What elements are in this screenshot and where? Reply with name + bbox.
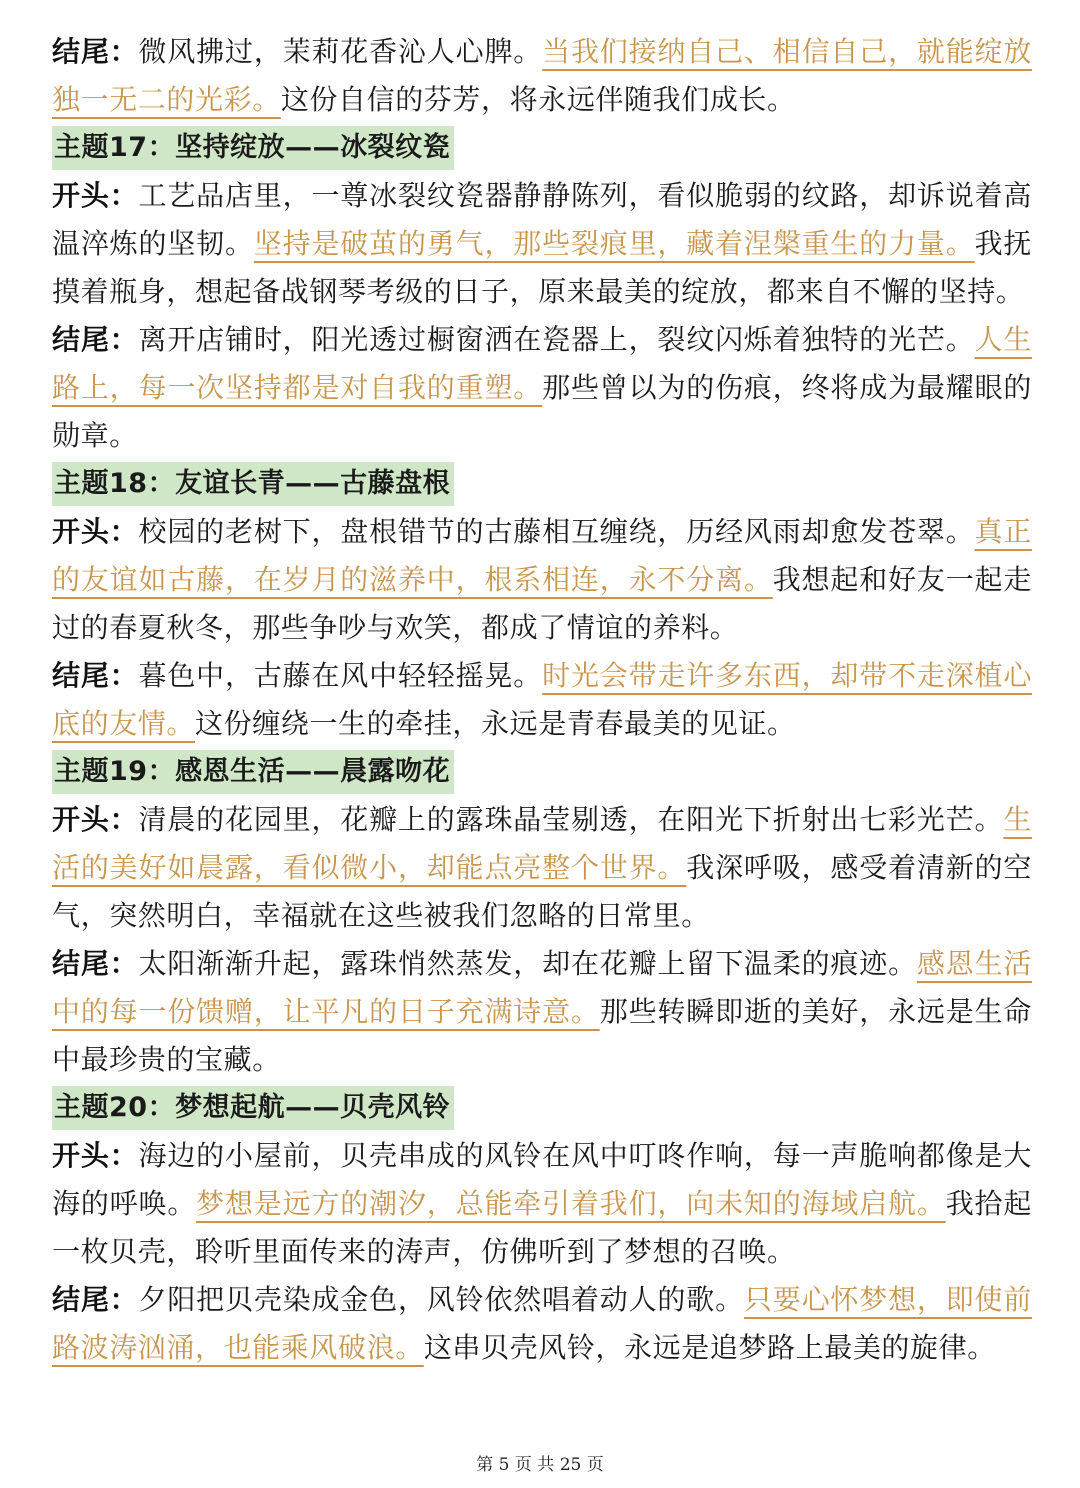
ending-label: 结尾：: [52, 659, 139, 692]
topic-heading-20: [52, 1084, 1032, 1132]
ending-paragraph-19: [52, 940, 1032, 1084]
ending-label: 结尾：: [52, 35, 139, 68]
topic-title: 主题19：感恩生活——晨露吻花: [52, 750, 454, 794]
topic-heading-18: [52, 460, 1032, 508]
intro-ending-paragraph: [52, 28, 1032, 124]
ending-highlight: 只要心怀梦想，即使前路波涛汹涌，也能乘风破浪。: [52, 1283, 1032, 1364]
topic-title: 主题20：梦想起航——贝壳风铃: [52, 1086, 454, 1130]
opening-paragraph-20: [52, 1132, 1032, 1276]
ending-highlight: 时光会带走许多东西，却带不走深植心底的友情。: [52, 659, 1033, 740]
ending-text-tail: 这串贝壳风铃，永远是追梦路上最美的旋律。: [423, 1331, 996, 1364]
ending-highlight: 人生路上，每一次坚持都是对自我的重塑。: [52, 323, 1032, 404]
opening-label: 开头：: [52, 179, 139, 212]
ending-highlight: 当我们接纳自己、相信自己，就能绽放独一无二的光彩。: [52, 35, 1033, 116]
opening-label: 开头：: [52, 803, 139, 836]
ending-text: 太阳渐渐升起，露珠悄然蒸发，却在花瓣上留下温柔的痕迹。: [138, 947, 917, 980]
ending-label: 结尾：: [52, 323, 139, 356]
document-page: [52, 28, 1032, 1372]
opening-highlight: 生活的美好如晨露，看似微小，却能点亮整个世界。: [52, 803, 1032, 884]
opening-paragraph-18: [52, 508, 1032, 652]
opening-paragraph-19: [52, 796, 1032, 940]
ending-text: 暮色中，古藤在风中轻轻摇晃。: [138, 659, 543, 692]
opening-highlight: 真正的友谊如古藤，在岁月的滋养中，根系相连，永不分离。: [52, 515, 1032, 596]
ending-text: 夕阳把贝壳染成金色，风铃依然唱着动人的歌。: [138, 1283, 744, 1316]
opening-text-tail: 我想起和好友一起走过的春夏秋冬，那些争吵与欢笑，都成了情谊的养料。: [52, 563, 1032, 644]
topic-title: 主题18：友谊长青——古藤盘根: [52, 462, 454, 506]
ending-highlight: 感恩生活中的每一份馈赠，让平凡的日子充满诗意。: [52, 947, 1032, 1028]
opening-highlight: 坚持是破茧的勇气，那些裂痕里，藏着涅槃重生的力量。: [253, 227, 975, 260]
opening-text: 海边的小屋前，贝壳串成的风铃在风中叮咚作响，每一声脆响都像是大海的呼唤。: [52, 1139, 1032, 1220]
topic-title: 主题17：坚持绽放——冰裂纹瓷: [52, 126, 454, 170]
ending-text-tail: 那些曾以为的伤痕，终将成为最耀眼的勋章。: [52, 371, 1033, 452]
opening-text-tail: 我深呼吸，感受着清新的空气，突然明白，幸福就在这些被我们忽略的日常里。: [52, 851, 1032, 932]
opening-label: 开头：: [52, 515, 139, 548]
opening-text: 工艺品店里，一尊冰裂纹瓷器静静陈列，看似脆弱的纹路，却诉说着高温淬炼的坚韧。: [52, 179, 1032, 260]
ending-text-tail: 这份缠绕一生的牵挂，永远是青春最美的见证。: [195, 707, 796, 740]
opening-text: 清晨的花园里，花瓣上的露珠晶莹剔透，在阳光下折射出七彩光芒。: [138, 803, 1004, 836]
ending-paragraph-18: [52, 652, 1032, 748]
opening-text: 校园的老树下，盘根错节的古藤相互缠绕，历经风雨却愈发苍翠。: [138, 515, 975, 548]
ending-text: 离开店铺时，阳光透过橱窗洒在瓷器上，裂纹闪烁着独特的光芒。: [138, 323, 975, 356]
opening-text-tail: 我抚摸着瓶身，想起备战钢琴考级的日子，原来最美的绽放，都来自不懈的坚持。: [52, 227, 1032, 308]
topic-heading-17: [52, 124, 1032, 172]
opening-text-tail: 我拾起一枚贝壳，聆听里面传来的涛声，仿佛听到了梦想的召唤。: [52, 1187, 1032, 1268]
ending-text: 微风拂过，茉莉花香沁人心脾。: [138, 35, 543, 68]
ending-paragraph-17: [52, 316, 1032, 460]
opening-paragraph-17: [52, 172, 1032, 316]
ending-label: 结尾：: [52, 1283, 139, 1316]
page-number-footer: 第 5 页 共 25 页: [476, 1455, 604, 1475]
topic-heading-19: [52, 748, 1032, 796]
opening-highlight: 梦想是远方的潮汐，总能牵引着我们，向未知的海域启航。: [196, 1187, 946, 1220]
ending-text-tail: 那些转瞬即逝的美好，永远是生命中最珍贵的宝藏。: [52, 995, 1032, 1076]
ending-label: 结尾：: [52, 947, 139, 980]
ending-paragraph-20: [52, 1276, 1032, 1372]
opening-label: 开头：: [52, 1139, 139, 1172]
ending-text-tail: 这份自信的芬芳，将永远伴随我们成长。: [280, 83, 796, 116]
